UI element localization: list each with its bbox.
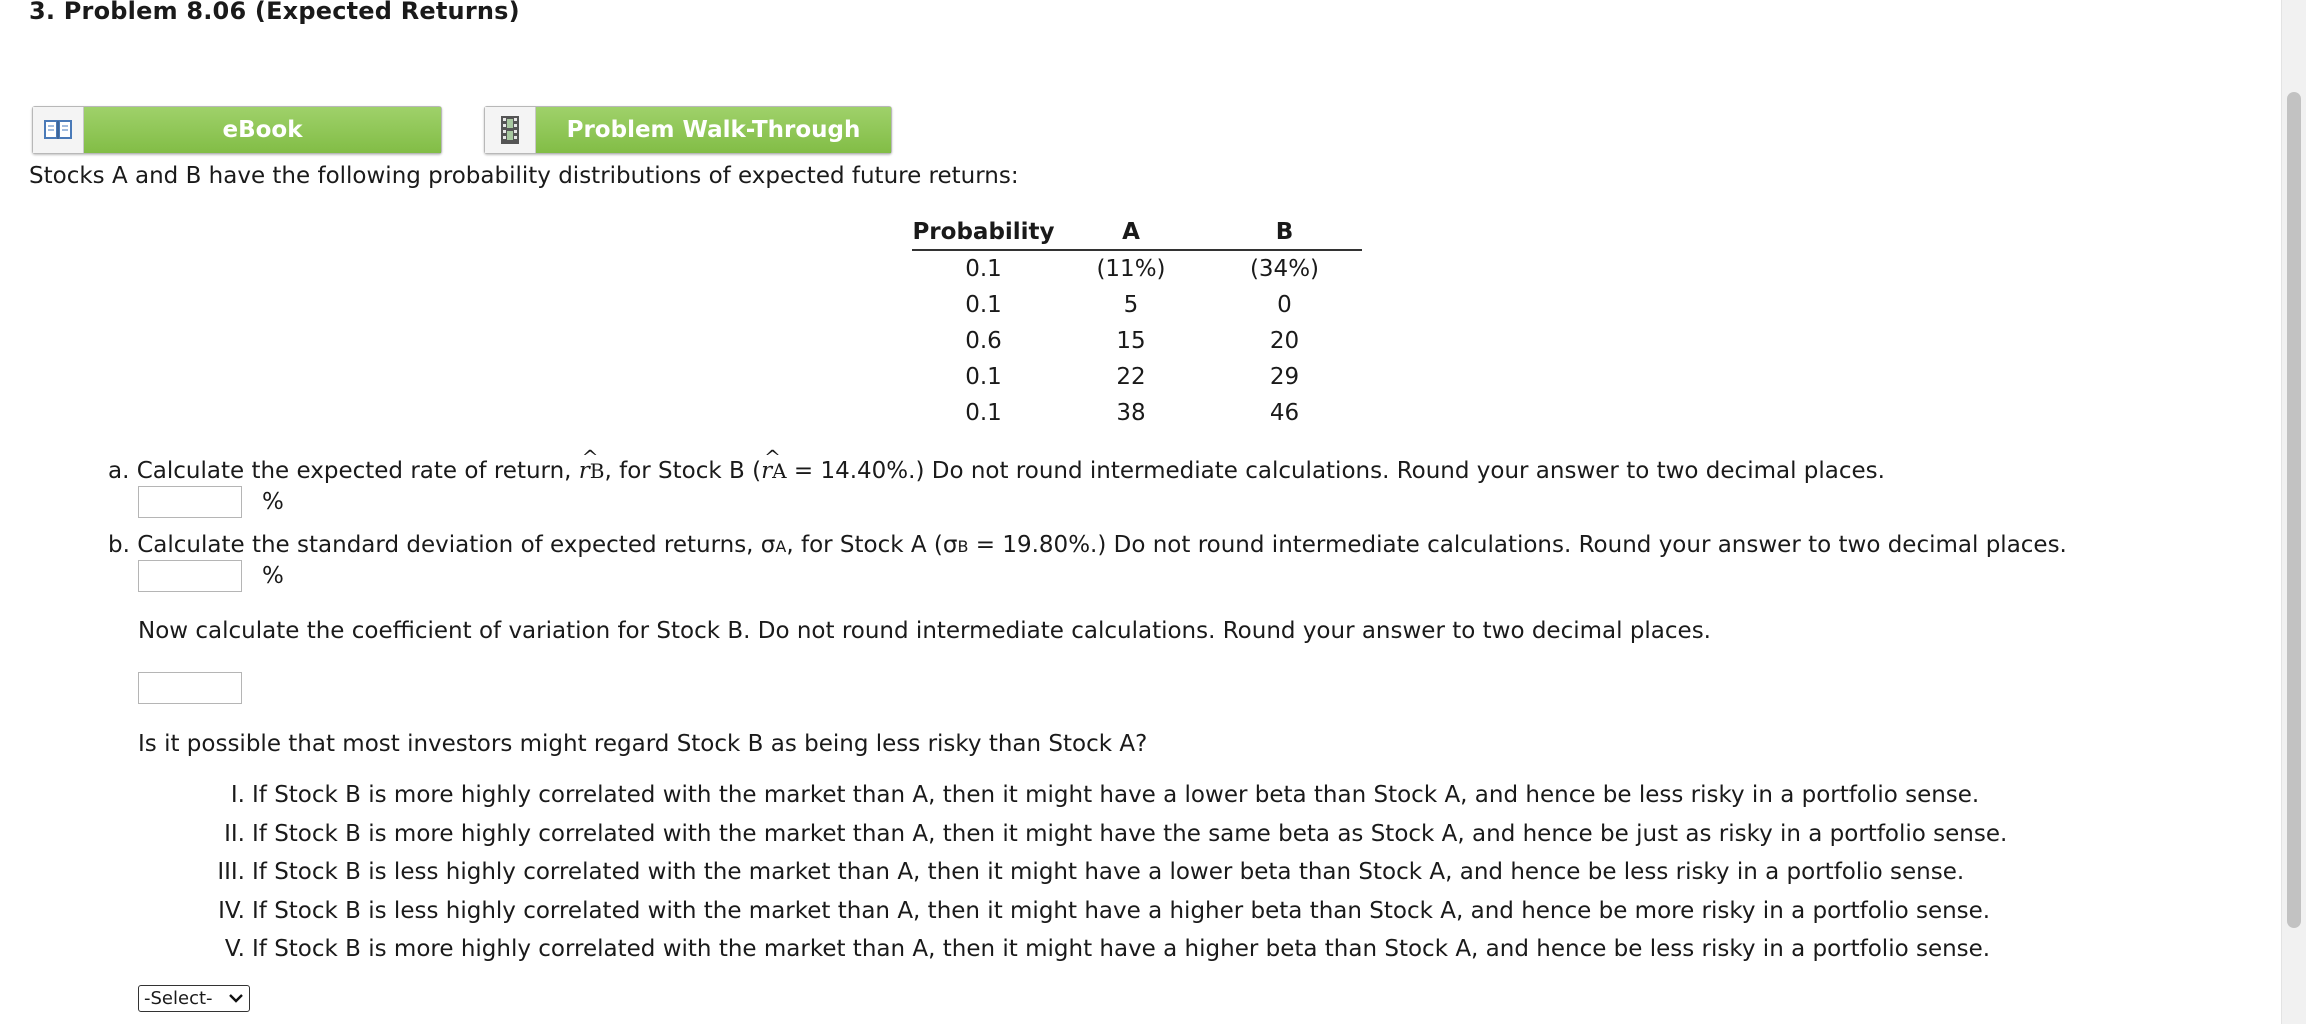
table-row xyxy=(912,395,1362,431)
stock-a-cell: (11%) xyxy=(1096,256,1166,282)
option-text: If Stock B is less highly correlated with the market than A, then it might have a higher beta than Stock A, and hence be more risky in a portfolio sense. xyxy=(252,897,1991,924)
expected-return-b-input[interactable] xyxy=(138,486,242,518)
option-text: If Stock B is more highly correlated with the market than A, then it might have the same beta as Stock A, and hence be just as risky in a portfolio sense. xyxy=(252,820,2008,847)
film-icon xyxy=(485,107,536,153)
option-number: I. xyxy=(230,782,245,809)
cv-question: Now calculate the coefficient of variation for Stock B. Do not round intermediate calculations. Round your answer to two decimal places. xyxy=(138,618,1711,644)
percent-unit: % xyxy=(262,489,284,515)
option-number: II. xyxy=(224,820,245,847)
chevron-down-icon xyxy=(228,988,244,1009)
table-row xyxy=(912,323,1362,359)
part-b-text-start: Calculate the standard deviation of expected returns, σ xyxy=(137,532,776,558)
option-text: If Stock B is more highly correlated with the market than A, then it might have a higher beta than Stock A, and hence be less risky in a portfolio sense. xyxy=(252,936,1991,963)
table-row xyxy=(912,359,1362,395)
subscript-b: B xyxy=(589,459,605,483)
subscript-a: A xyxy=(772,459,787,483)
returns-distribution-table xyxy=(912,215,1362,431)
list-item xyxy=(150,892,2007,931)
stock-a-cell: 5 xyxy=(1123,292,1139,318)
stock-a-cell: 38 xyxy=(1116,400,1146,426)
stock-b-cell: 20 xyxy=(1269,328,1300,354)
r-hat-symbol: ^ r xyxy=(761,458,772,484)
header-stock-b: B xyxy=(1207,215,1362,250)
coefficient-of-variation-input[interactable] xyxy=(138,672,242,704)
option-number: IV. xyxy=(218,897,245,924)
ebook-button[interactable] xyxy=(32,106,442,154)
header-stock-a: A xyxy=(1055,215,1207,250)
table-row xyxy=(912,287,1362,323)
table-row xyxy=(912,250,1362,287)
probability-cell: 0.6 xyxy=(965,328,1002,354)
probability-cell: 0.1 xyxy=(965,256,1002,282)
vertical-scrollbar[interactable] xyxy=(2281,0,2306,1024)
risk-options-list xyxy=(150,776,2007,969)
answer-select-dropdown[interactable] xyxy=(138,985,250,1012)
part-b-text-mid: , for Stock A (σ xyxy=(786,532,958,558)
subscript-a: A xyxy=(775,537,787,556)
list-item xyxy=(150,815,2007,854)
part-b-text-end: = 19.80%.) Do not round intermediate calculations. Round your answer to two decimal places. xyxy=(968,532,2067,558)
problem-walkthrough-button[interactable] xyxy=(484,106,892,154)
stock-b-cell: 46 xyxy=(1269,400,1300,426)
option-number: V. xyxy=(224,936,245,963)
probability-cell: 0.1 xyxy=(965,364,1002,390)
r-hat-symbol: ^ r xyxy=(579,458,590,484)
part-a-text-start: Calculate the expected rate of return, xyxy=(136,458,579,484)
probability-cell: 0.1 xyxy=(965,400,1002,426)
part-a-text-mid: , for Stock B ( xyxy=(604,458,762,484)
part-b-marker: b. xyxy=(108,532,130,558)
option-number: III. xyxy=(217,859,245,886)
part-a-text-end: = 14.40%.) Do not round intermediate calculations. Round your answer to two decimal places. xyxy=(786,458,1885,484)
intro-text: Stocks A and B have the following probability distributions of expected future returns: xyxy=(29,163,1019,189)
option-text: If Stock B is more highly correlated with the market than A, then it might have a lower beta than Stock A, and hence be less risky in a portfolio sense. xyxy=(252,782,1980,809)
part-b-question xyxy=(108,532,2067,558)
stock-b-cell: (34%) xyxy=(1249,256,1320,282)
percent-unit: % xyxy=(262,563,284,589)
stock-a-cell: 22 xyxy=(1116,364,1146,390)
option-text: If Stock B is less highly correlated with the market than A, then it might have a lower beta than Stock A, and hence be less risky in a portfolio sense. xyxy=(252,859,1965,886)
subscript-b: B xyxy=(957,537,969,556)
problem-walkthrough-label: Problem Walk-Through xyxy=(536,107,891,153)
part-a-marker: a. xyxy=(108,458,130,484)
scrollbar-thumb[interactable] xyxy=(2287,92,2301,928)
problem-title: 3. Problem 8.06 (Expected Returns) xyxy=(29,0,520,25)
list-item xyxy=(150,776,2007,815)
risk-question: Is it possible that most investors might regard Stock B as being less risky than Stock A? xyxy=(138,731,1148,757)
stock-b-cell: 0 xyxy=(1277,292,1292,318)
list-item xyxy=(150,853,2007,892)
probability-cell: 0.1 xyxy=(965,292,1002,318)
select-value: -Select- xyxy=(144,988,213,1009)
stock-a-cell: 15 xyxy=(1116,328,1146,354)
book-icon xyxy=(33,107,84,153)
ebook-label: eBook xyxy=(84,107,441,153)
list-item xyxy=(150,930,2007,969)
std-dev-a-input[interactable] xyxy=(138,560,242,592)
part-a-question xyxy=(108,458,1885,484)
stock-b-cell: 29 xyxy=(1269,364,1300,390)
table-header-row xyxy=(912,215,1362,250)
header-probability: Probability xyxy=(912,215,1055,250)
